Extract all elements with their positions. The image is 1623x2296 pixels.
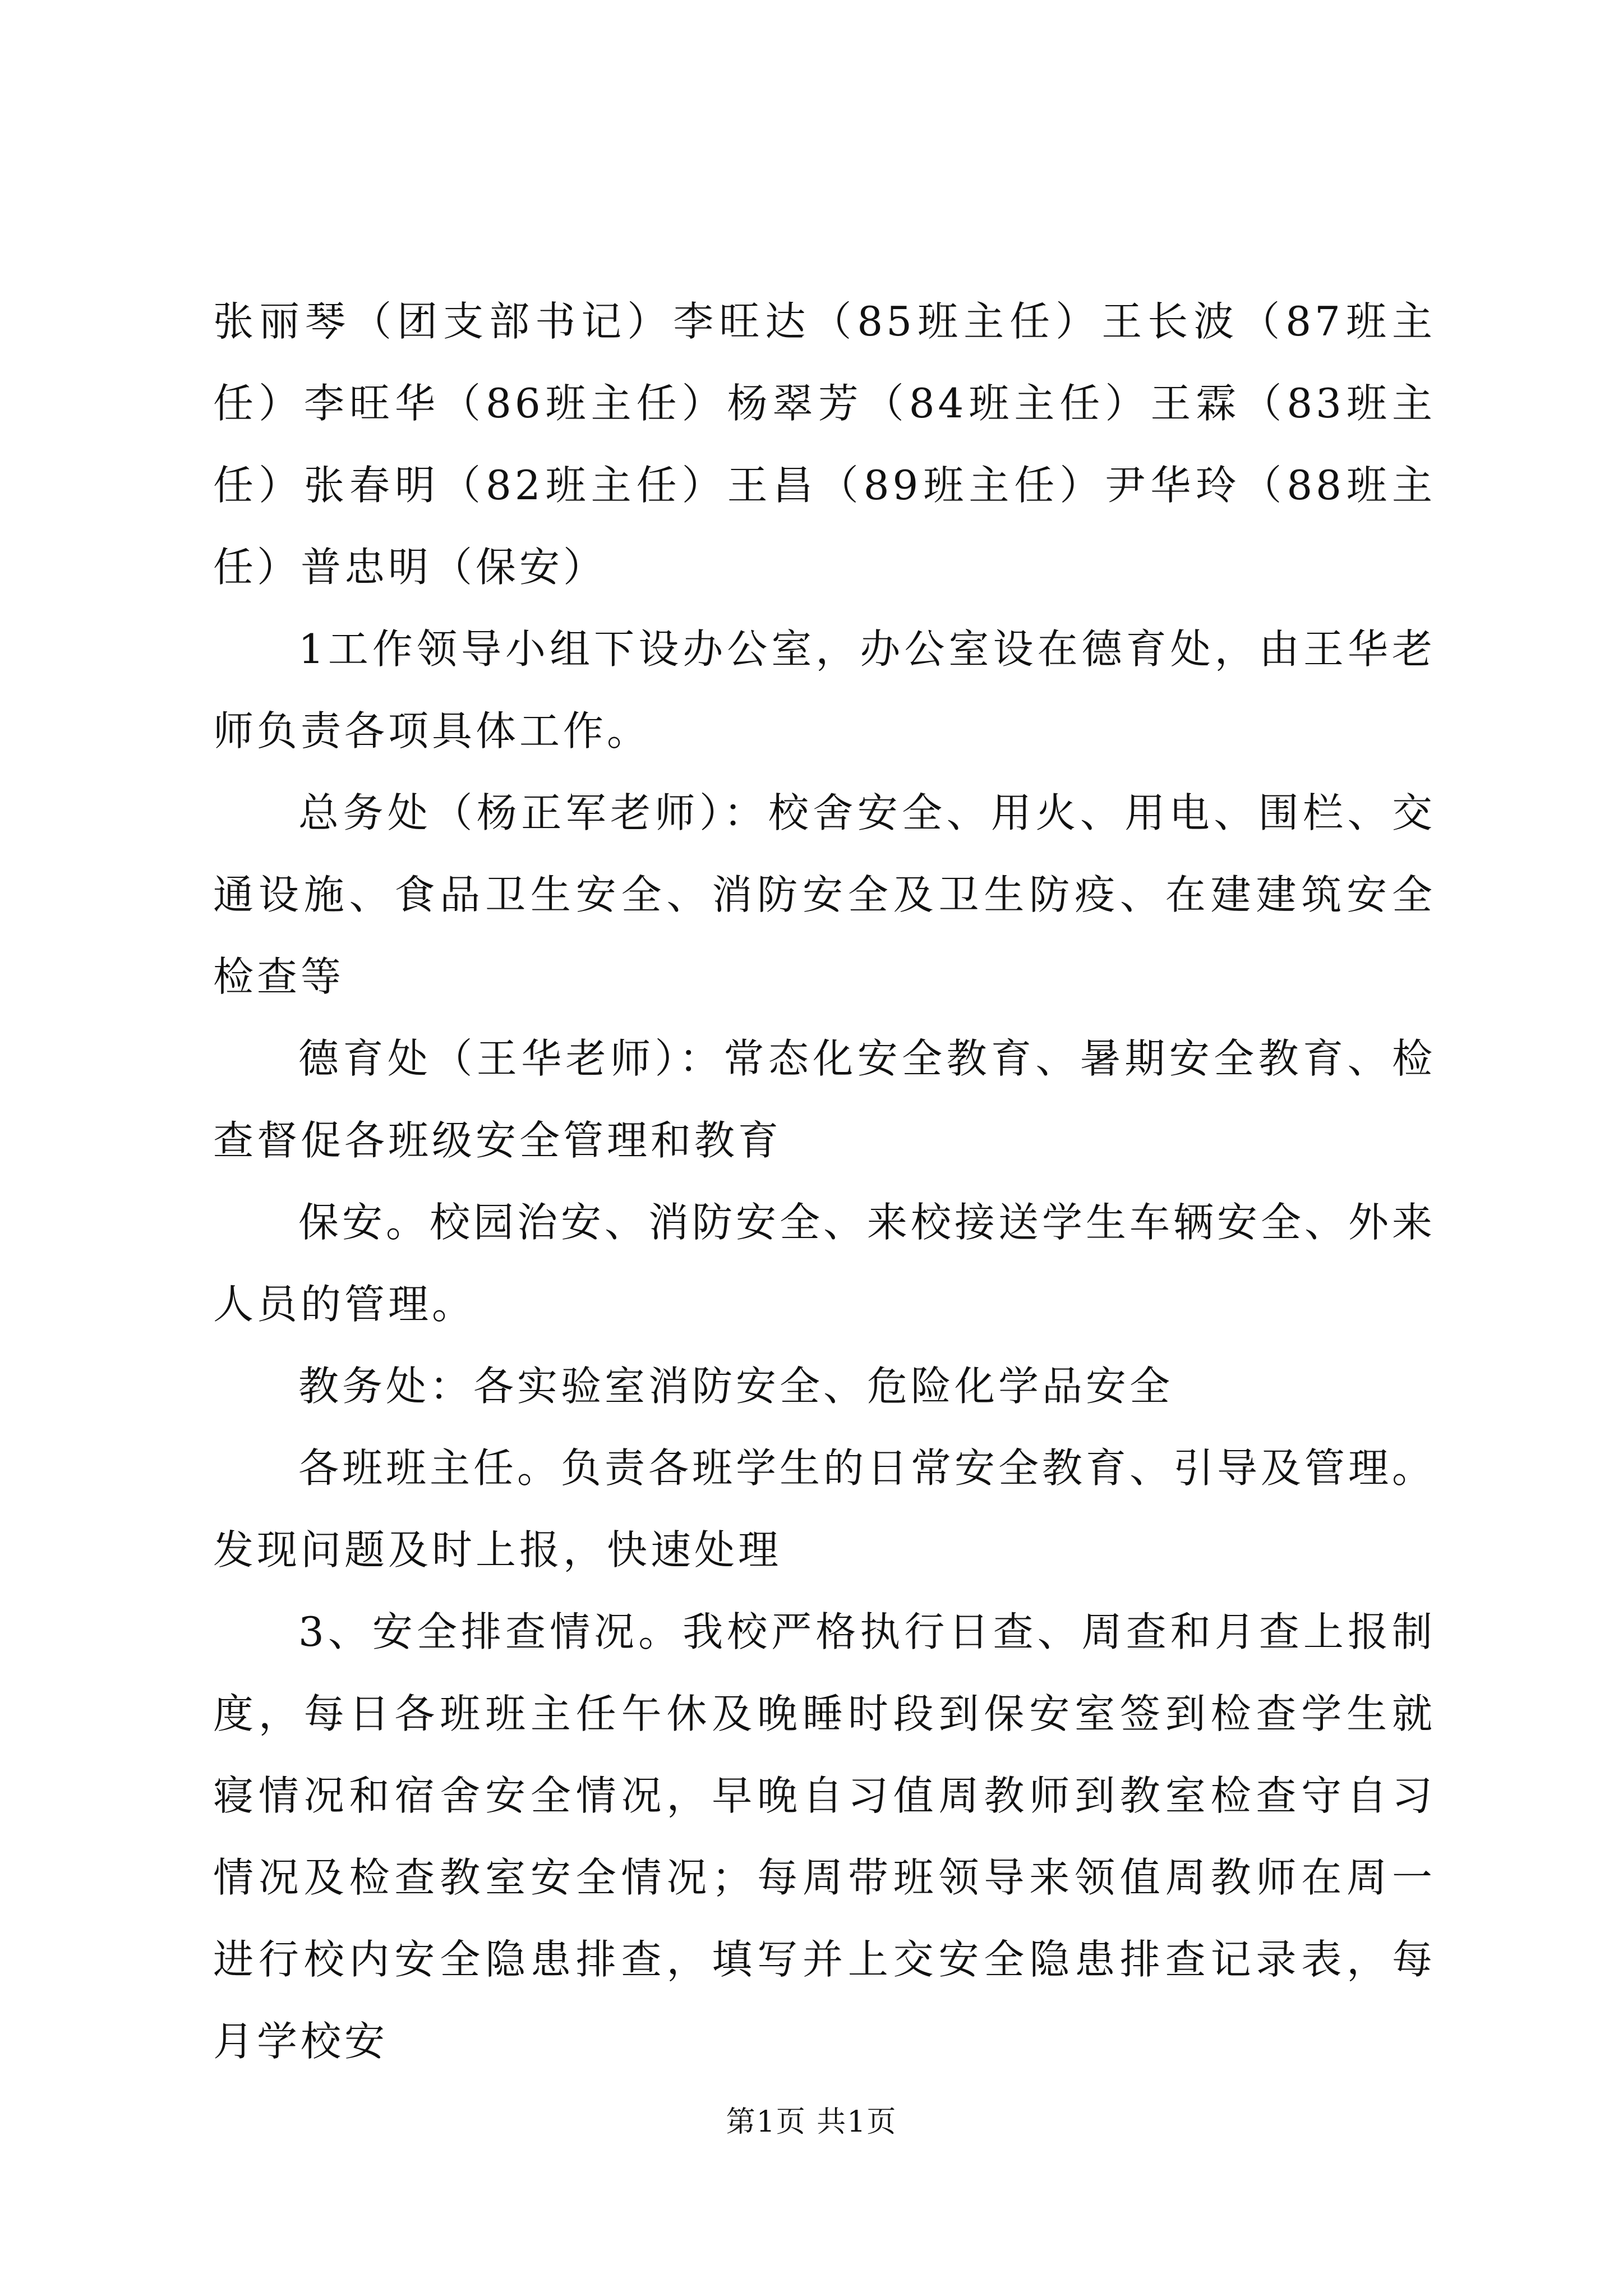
paragraph-moral-education: 德育处（王华老师）：常态化安全教育、暑期安全教育、检查督促各班级安全管理和教育 [213,1035,1436,1164]
paragraph-safety-inspection: 3、安全排查情况。我校严格执行日查、周查和月查上报制度，每日各班班主任午休及晚睡时段到保安室签到检查学生就寝情况和宿舍安全情况，早晚自习值周教师到教室检查守自习情况及检查教室安全情况；每周带班领导来领值周教师在周一进行校内安全隐患排查，填写并上交安全隐患排查记录表，每月学校安 [213,1608,1436,2065]
paragraph-staff-list: 张丽琴（团支部书记）李旺达（85班主任）王长波（87班主任）李旺华（86班主任）杨翠芳（84班主任）王霖（83班主任）张春明（82班主任）王昌（89班主任）尹华玲（88班主任）普忠明（保安） [213,298,1436,591]
paragraph-security: 保安。校园治安、消防安全、来校接送学生车辆安全、外来人员的管理。 [213,1199,1436,1328]
page-footer: 第1页 共1页 [726,2105,897,2139]
paragraph-academic-affairs: 教务处：各实验室消防安全、危险化学品安全 [298,1363,1174,1410]
paragraph-office: 1工作领导小组下设办公室，办公室设在德育处，由王华老师负责各项具体工作。 [213,625,1436,754]
paragraph-class-teachers: 各班班主任。负责各班学生的日常安全教育、引导及管理。发现问题及时上报，快速处理 [213,1444,1436,1573]
document-body [213,280,1436,2082]
paragraph-general-affairs: 总务处（杨正军老师）：校舍安全、用火、用电、围栏、交通设施、食品卫生安全、消防安全及卫生防疫、在建建筑安全检查等 [213,789,1436,1000]
